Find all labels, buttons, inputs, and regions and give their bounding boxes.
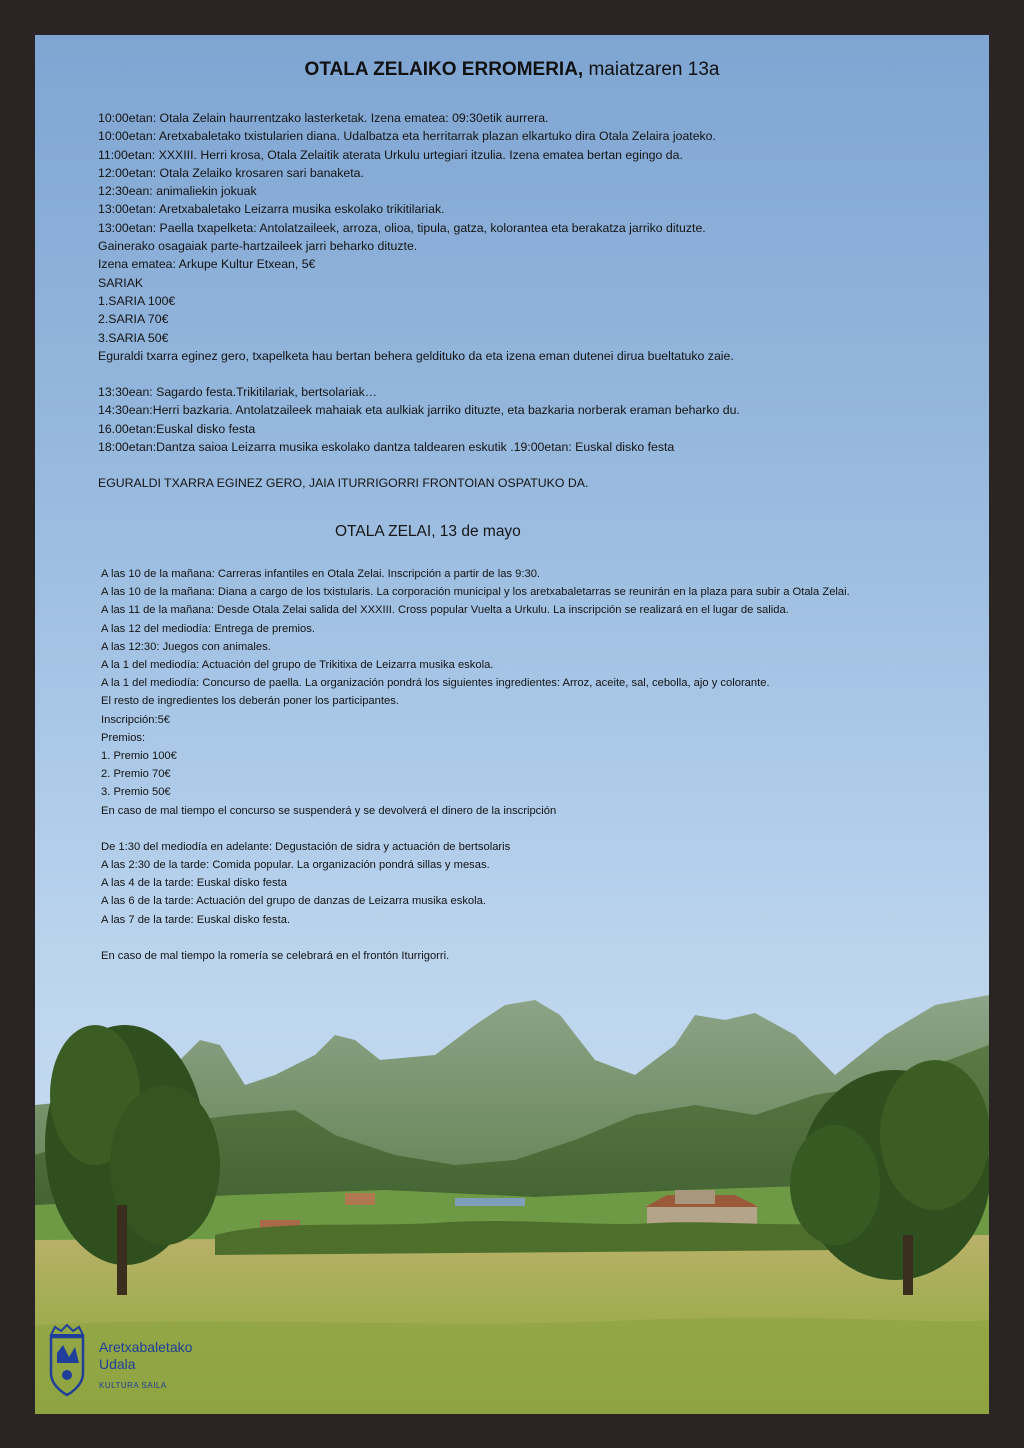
basque-program-line: 18:00etan:Dantza saioa Leizarra musika eskolako dantza taldearen eskutik .19:00etan: Euskal disko festa	[98, 440, 675, 455]
logo-line-2: Udala	[99, 1356, 136, 1372]
basque-program-line: Gainerako osagaiak parte-hartzaileek jarri beharko dituzte.	[98, 239, 418, 254]
spanish-program-line: 1. Premio 100€	[101, 750, 177, 763]
basque-program-line: 10:00etan: Aretxabaletako txistularien diana. Udalbatza eta herritarrak plazan elkartuko dira Otala Zelaira joateko.	[98, 129, 716, 144]
spanish-program-line: A las 7 de la tarde: Euskal disko festa.	[101, 913, 291, 926]
basque-program	[98, 109, 740, 493]
spanish-program-line: A las 6 de la tarde: Actuación del grupo de danzas de Leizarra musika eskola.	[101, 895, 486, 908]
spanish-program-line: Inscripción:5€	[101, 713, 171, 726]
logo-line-3: KULTURA SAILA	[99, 1381, 167, 1390]
spanish-program-spacer	[101, 929, 850, 947]
spanish-program-line: El resto de ingredientes los deberán poner los participantes.	[101, 695, 399, 708]
spanish-program-line: A las 2:30 de la tarde: Comida popular. La organización pondrá sillas y mesas.	[101, 859, 490, 872]
basque-program-line: 12:30ean: animaliekin jokuak	[98, 184, 257, 199]
basque-program-line: 16.00etan:Euskal disko festa	[98, 421, 256, 436]
spanish-program	[101, 565, 850, 965]
basque-program-spacer	[98, 365, 740, 383]
basque-program-line: 11:00etan: XXXIII. Herri krosa, Otala Zelaitik aterata Urkulu urtegiari itzulia. Izena ematea bertan egingo da.	[98, 147, 683, 162]
basque-program-line: 3.SARIA 50€	[98, 330, 169, 345]
basque-program-line: 1.SARIA 100€	[98, 293, 176, 308]
spanish-program-line: A la 1 del mediodía: Actuación del grupo de Trikitixa de Leizarra musika eskola.	[101, 659, 494, 672]
spanish-program-line: 3. Premio 50€	[101, 786, 171, 799]
spanish-program-line: 2. Premio 70€	[101, 768, 171, 781]
basque-program-line: 10:00etan: Otala Zelain haurrentzako lasterketak. Izena ematea: 09:30etik aurrera.	[98, 111, 549, 125]
basque-program-line: 13:00etan: Paella txapelketa: Antolatzaileek, arroza, olioa, tipula, gatza, kolorantea eta berakatza jarriko dituzte.	[98, 220, 706, 235]
poster-title	[35, 59, 989, 81]
basque-program-line: Izena ematea: Arkupe Kultur Etxean, 5€	[98, 257, 316, 272]
title-date: maiatzaren 13a	[583, 59, 720, 80]
spanish-program-line: A las 12:30: Juegos con animales.	[101, 640, 271, 653]
spanish-program-line: A la 1 del mediodía: Concurso de paella. La organización pondrá los siguientes ingredientes: Arroz, aceite, sal, cebolla, ajo y colorante.	[101, 677, 770, 690]
basque-program-spacer	[98, 456, 740, 474]
spanish-program-line: En caso de mal tiempo la romería se celebrará en el frontón Iturrigorri.	[101, 949, 450, 962]
basque-program-line: 14:30ean:Herri bazkaria. Antolatzaileek mahaiak eta aulkiak jarriko dituzte, eta bazkaria norberak eraman beharko du.	[98, 403, 740, 418]
spanish-program-line: En caso de mal tiempo el concurso se suspenderá y se devolverá el dinero de la inscripción	[101, 804, 557, 817]
spanish-program-line: A las 12 del mediodía: Entrega de premios.	[101, 622, 315, 635]
basque-program-line: 12:00etan: Otala Zelaiko krosaren sari banaketa.	[98, 165, 364, 180]
spanish-program-line: A las 11 de la mañana: Desde Otala Zelai salida del XXXIII. Cross popular Vuelta a Urkulu. La inscripción se realizará en el lugar de salida.	[101, 604, 789, 617]
spanish-program-line: De 1:30 del mediodía en adelante: Degustación de sidra y actuación de bertsolaris	[101, 840, 511, 853]
basque-program-line: 2.SARIA 70€	[98, 312, 169, 327]
spanish-program-line: Premios:	[101, 731, 146, 744]
basque-program-line: 13:30ean: Sagardo festa.Trikitilariak, bertsolariak…	[98, 385, 378, 400]
spanish-title: OTALA ZELAI, 13 de mayo	[335, 523, 521, 540]
poster	[35, 35, 989, 1414]
spanish-program-line: A las 4 de la tarde: Euskal disko festa	[101, 877, 287, 890]
basque-program-line: SARIAK	[98, 275, 144, 290]
spanish-program-line: A las 10 de la mañana: Diana a cargo de los txistularis. La corporación municipal y los aretxabaletarras se reunirán en la plaza para subir a Otala Zelai.	[101, 586, 850, 599]
spanish-program-line: A las 10 de la mañana: Carreras infantiles en Otala Zelai. Inscripción a partir de las 9:30.	[101, 568, 541, 580]
logo-line-1: Aretxabaletako	[99, 1339, 193, 1355]
basque-program-line: EGURALDI TXARRA EGINEZ GERO, JAIA ITURRIGORRI FRONTOIAN OSPATUKO DA.	[98, 476, 589, 491]
spanish-program-spacer	[101, 820, 850, 838]
basque-program-line: 13:00etan: Aretxabaletako Leizarra musika eskolako trikitilariak.	[98, 202, 445, 217]
title-bold: OTALA ZELAIKO ERROMERIA,	[304, 59, 584, 80]
basque-program-line: Eguraldi txarra eginez gero, txapelketa hau bertan behera geldituko da eta izena eman dutenei dirua bueltatuko zaie.	[98, 348, 734, 363]
logo-text	[99, 1339, 192, 1390]
